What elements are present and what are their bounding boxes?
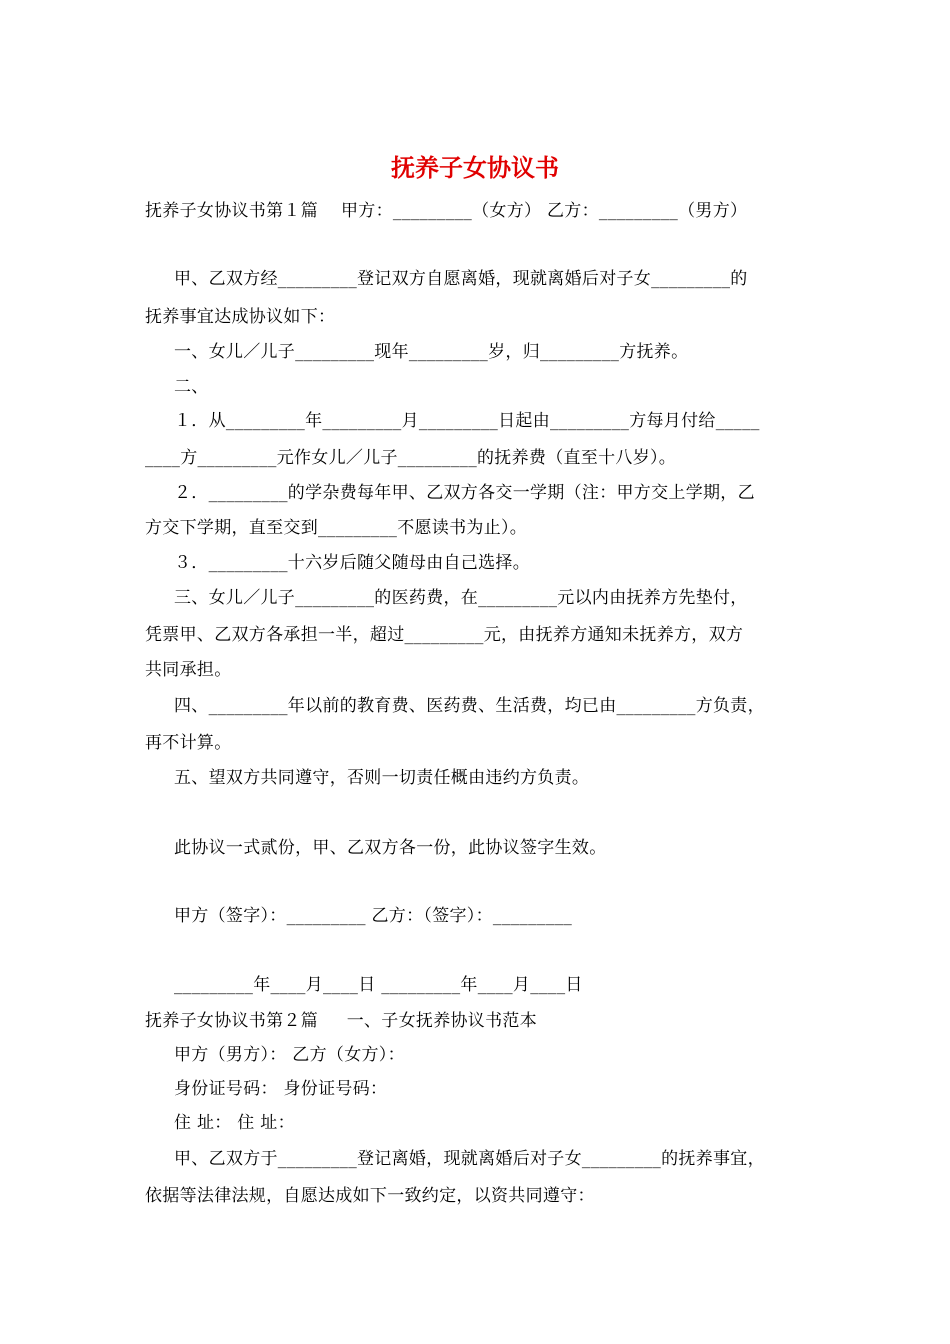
paragraph-line: 甲方（男方）： 乙方（女方）： (174, 1045, 405, 1065)
paragraph-line: 一、女儿／儿子_________现年_________岁，归_________方抚养。 (174, 342, 689, 362)
paragraph-line: 此协议一式贰份，甲、乙双方各一份，此协议签字生效。 (174, 838, 607, 858)
paragraph-line: １．从_________年_________月_________日起由_________方每月付给_____ (174, 411, 760, 431)
paragraph-line: 方交下学期，直至交到_________不愿读书为止）。 (145, 518, 528, 538)
paragraph-line: 甲、乙双方于_________登记离婚，现就离婚后对子女_________的抚养事宜， (174, 1149, 765, 1169)
document-title: 抚养子女协议书 (391, 153, 559, 182)
paragraph-line: 三、女儿／儿子_________的医药费，在_________元以内由抚养方先垫付， (174, 588, 748, 608)
paragraph-line: 身份证号码： 身份证号码： (174, 1079, 388, 1099)
paragraph-line: ２．_________的学杂费每年甲、乙双方各交一学期（注：甲方交上学期，乙 (174, 483, 755, 503)
paragraph-line: 再不计算。 (145, 733, 232, 753)
date-line: _________年____月____日 _________年____月____日 (174, 975, 583, 995)
paragraph-line: 五、望双方共同遵守，否则一切责任概由违约方负责。 (174, 768, 590, 788)
section-header-part2: 抚养子女协议书第２篇 一、子女抚养协议书范本 (145, 1011, 538, 1031)
paragraph-line: ____方_________元作女儿／儿子_________的抚养费（直至十八岁）。 (145, 448, 677, 468)
paragraph-line: 凭票甲、乙双方各承担一半，超过_________元，由抚养方通知未抚养方，双方 (145, 625, 744, 645)
signature-line: 甲方（签字）：_________ 乙方：（签字）：_________ (174, 906, 573, 926)
paragraph-line: 甲、乙双方经_________登记双方自愿离婚，现就离婚后对子女_________的 (174, 269, 748, 289)
section-header-part1: 抚养子女协议书第１篇 甲方：_________（女方） 乙方：_________（男方） (145, 201, 748, 221)
paragraph-line: 依据等法律法规，自愿达成如下一致约定，以资共同遵守： (145, 1186, 595, 1206)
paragraph-line: ３．_________十六岁后随父随母由自己选择。 (174, 553, 530, 573)
paragraph-line: 二、 (174, 377, 209, 397)
paragraph-line: 住 址： 住 址： (174, 1113, 295, 1133)
paragraph-line: 四、_________年以前的教育费、医药费、生活费，均已由_________方负责， (174, 696, 765, 716)
paragraph-line: 抚养事宜达成协议如下： (145, 307, 336, 327)
paragraph-line: 共同承担。 (145, 660, 232, 680)
